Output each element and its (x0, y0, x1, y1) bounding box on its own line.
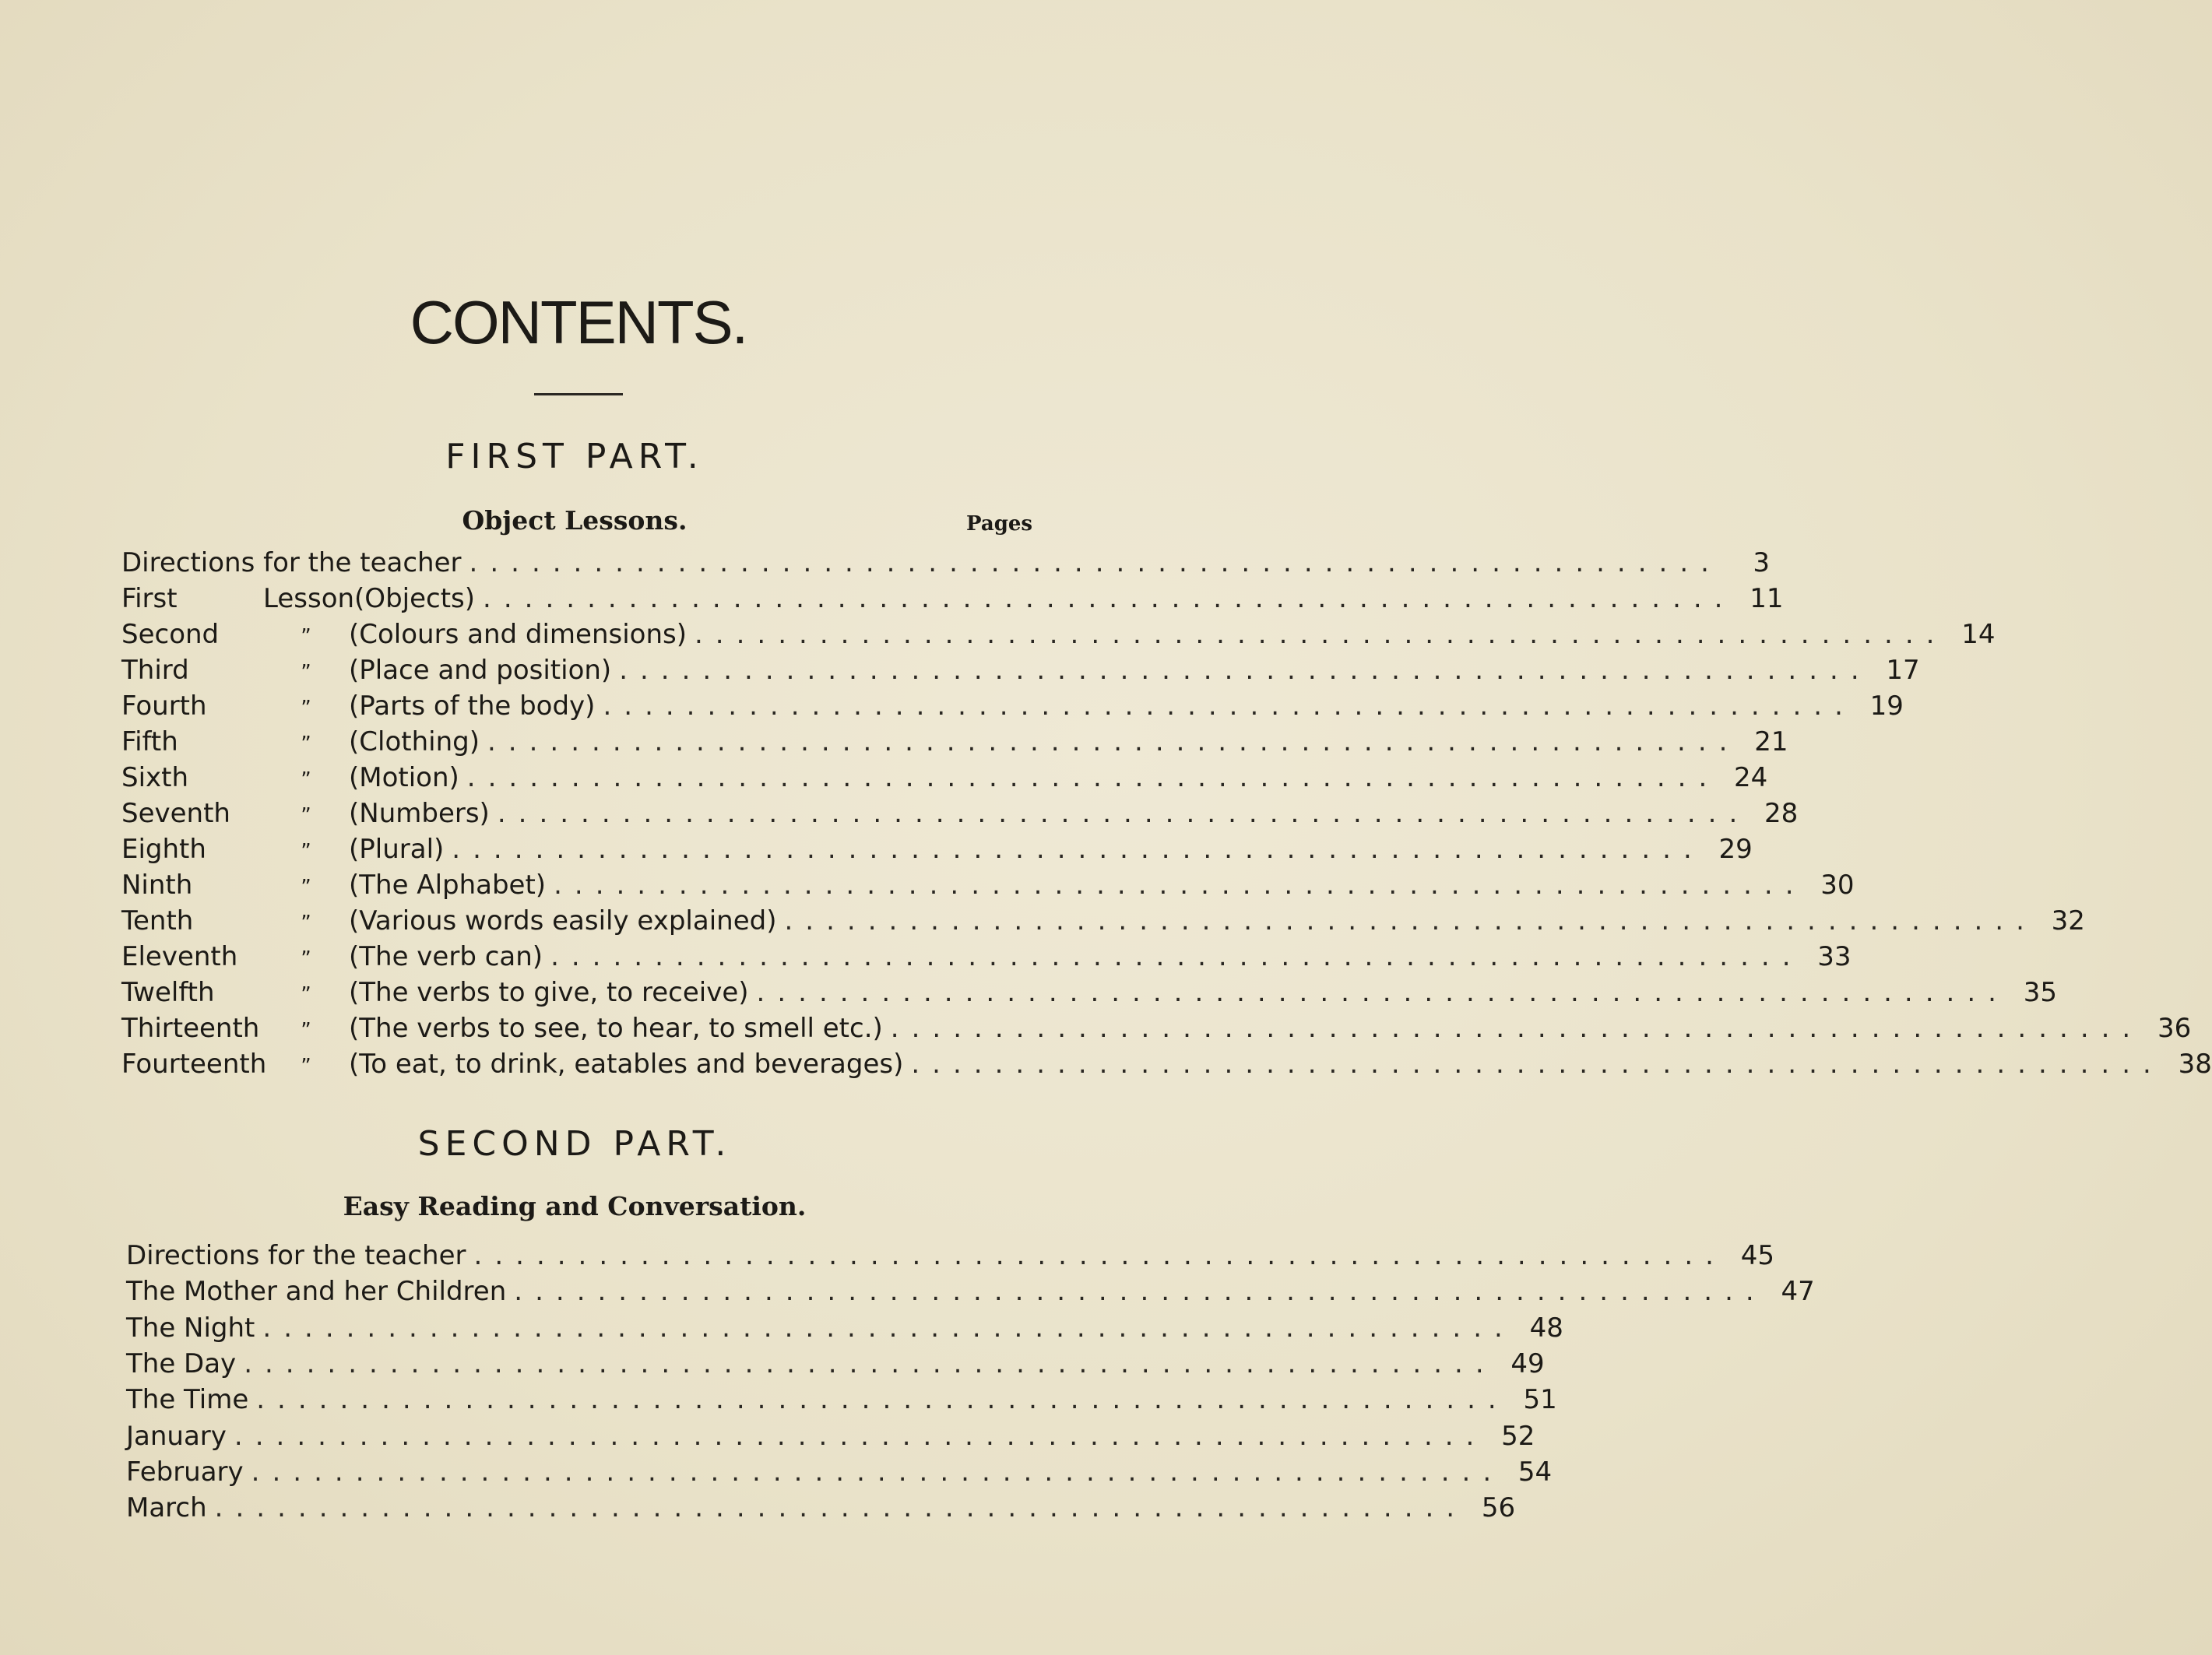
toc-entry (121, 545, 1770, 581)
lesson-ordinal: Thirteenth (121, 1013, 260, 1044)
ditto-mark: ” (301, 912, 311, 935)
page-number: 32 (2051, 905, 2085, 936)
page-number: 21 (1754, 726, 1788, 757)
page-number: 51 (1523, 1384, 1557, 1416)
toc-entry (126, 1418, 1535, 1454)
lesson-ordinal: Second (121, 619, 220, 650)
dot-leader: ............................................................ (487, 726, 1740, 757)
dot-leader: ............................................................ (469, 547, 1721, 578)
lesson-ordinal: Eleventh (121, 941, 238, 972)
toc-entry-title: March (126, 1492, 207, 1524)
toc-entry (121, 1046, 2212, 1082)
ditto-mark: ” (301, 804, 311, 828)
lesson-ordinal: Seventh (121, 798, 230, 829)
dot-leader: ............................................................ (603, 690, 1855, 722)
lesson-topic: (Clothing) (349, 726, 480, 757)
lesson-topic: (Colours and dimensions) (349, 619, 687, 650)
dot-leader: ............................................................ (550, 941, 1803, 972)
dot-leader: ............................................................ (466, 762, 1720, 793)
lesson-ordinal: Sixth (121, 762, 189, 793)
lesson-ordinal: Third (121, 655, 189, 686)
page-number: 24 (1734, 762, 1768, 793)
page-number: 38 (2178, 1049, 2212, 1080)
second-part-subheading: Easy Reading and Conversation. (343, 1191, 807, 1221)
dot-leader: ............................................................ (554, 870, 1806, 901)
page-number: 29 (1718, 834, 1753, 865)
lesson-topic: (Motion) (349, 762, 459, 793)
page-number: 48 (1529, 1312, 1563, 1344)
toc-entry-title: The Night (126, 1312, 255, 1344)
lesson-ordinal: Fourth (121, 690, 207, 722)
toc-entry-title: The Time (126, 1384, 249, 1416)
page-title: CONTENTS. (410, 288, 747, 357)
page-number: 33 (1817, 941, 1852, 972)
lesson-ordinal: First (121, 583, 178, 614)
ditto-mark: ” (301, 625, 311, 648)
toc-entry (121, 867, 1855, 903)
ditto-mark: ” (301, 876, 311, 899)
dot-leader: ............................................................ (784, 905, 2037, 936)
page-number: 28 (1764, 798, 1799, 829)
toc-entry-title: Directions for the teacher (126, 1240, 466, 1271)
second-part-heading: SECOND PART. (417, 1124, 732, 1164)
dot-leader: ............................................................ (890, 1013, 2143, 1044)
lesson-topic: (Numbers) (349, 798, 490, 829)
page-number: 11 (1750, 583, 1784, 614)
ditto-mark: ” (301, 983, 311, 1007)
dot-leader: ............................................................ (497, 798, 1750, 829)
toc-entry (126, 1238, 1774, 1274)
first-part-heading: FIRST PART. (445, 437, 704, 476)
ditto-mark: ” (301, 1019, 311, 1042)
page-number: 56 (1481, 1492, 1516, 1524)
dot-leader: ............................................................ (234, 1420, 1487, 1452)
dot-leader: ............................................................ (256, 1384, 1509, 1416)
dot-leader: ............................................................ (619, 655, 1872, 686)
dot-leader: ............................................................ (214, 1492, 1468, 1524)
dot-leader: ............................................................ (262, 1312, 1515, 1344)
ditto-mark: ” (301, 661, 311, 684)
toc-entry-title: February (126, 1456, 244, 1488)
page-number: 14 (1961, 619, 1996, 650)
toc-entry-title: Directions for the teacher (121, 547, 462, 578)
page-number: 19 (1869, 690, 1904, 722)
lesson-topic: (Various words easily explained) (349, 905, 777, 936)
page-number: 54 (1517, 1456, 1553, 1488)
lesson-topic: (Parts of the body) (349, 690, 596, 722)
first-part-subheading: Object Lessons. (462, 505, 688, 536)
page-number: 49 (1510, 1348, 1545, 1379)
ditto-mark: ” (301, 697, 311, 720)
lesson-topic: (The verb can) (349, 941, 543, 972)
dot-leader: ............................................................ (911, 1049, 2164, 1080)
lesson-topic: (To eat, to drink, eatables and beverages) (349, 1049, 904, 1080)
toc-entry (121, 939, 1852, 975)
dot-leader: ............................................................ (452, 834, 1704, 865)
toc-entry-title: The Day (126, 1348, 237, 1379)
toc-entry-title: January (126, 1420, 227, 1452)
pages-column-label: Pages (966, 512, 1033, 536)
toc-entry (126, 1454, 1553, 1490)
lesson-ordinal: Fourteenth (121, 1049, 267, 1080)
toc-entry (121, 1010, 2192, 1046)
page-number: 52 (1501, 1420, 1535, 1452)
page-number: 35 (2023, 977, 2057, 1008)
toc-entry (121, 760, 1768, 796)
lesson-word: Lesson (263, 583, 355, 614)
dot-leader: ............................................................ (514, 1276, 1767, 1308)
toc-entry (121, 831, 1753, 867)
dot-leader: ............................................................ (483, 583, 1735, 614)
page-number: 30 (1820, 870, 1855, 901)
title-rule (534, 393, 623, 395)
ditto-mark: ” (301, 768, 311, 792)
page-number: 47 (1781, 1276, 1815, 1308)
page-number: 3 (1753, 547, 1770, 578)
lesson-ordinal: Tenth (121, 905, 194, 936)
toc-entry (121, 652, 1920, 688)
toc-entry (121, 688, 1904, 724)
lesson-ordinal: Ninth (121, 870, 193, 901)
toc-entry (121, 581, 1784, 617)
dot-leader: ............................................................ (694, 619, 1947, 650)
lesson-ordinal: Fifth (121, 726, 178, 757)
lesson-topic: (The verbs to see, to hear, to smell etc.) (349, 1013, 883, 1044)
toc-entry (126, 1274, 1815, 1309)
page-number: 36 (2157, 1013, 2192, 1044)
lesson-topic: (The Alphabet) (349, 870, 547, 901)
lesson-ordinal: Twelfth (121, 977, 215, 1008)
toc-entry (126, 1346, 1545, 1382)
dot-leader: ............................................................ (473, 1240, 1726, 1271)
toc-entry (126, 1382, 1557, 1418)
dot-leader: ............................................................ (244, 1348, 1496, 1379)
toc-entry (126, 1310, 1563, 1346)
toc-entry (121, 903, 2085, 939)
page-number: 45 (1740, 1240, 1774, 1271)
toc-entry (126, 1490, 1516, 1526)
lesson-topic: (Plural) (349, 834, 445, 865)
ditto-mark: ” (301, 1055, 311, 1078)
toc-entry (121, 617, 1996, 652)
lesson-topic: (Place and position) (349, 655, 612, 686)
ditto-mark: ” (301, 840, 311, 863)
toc-entry (121, 796, 1799, 831)
dot-leader: ............................................................ (756, 977, 2009, 1008)
toc-entry (121, 975, 2057, 1010)
toc-entry (121, 724, 1788, 760)
lesson-topic: (The verbs to give, to receive) (349, 977, 749, 1008)
lesson-topic: (Objects) (354, 583, 476, 614)
ditto-mark: ” (301, 947, 311, 971)
dot-leader: ............................................................ (251, 1456, 1504, 1488)
toc-entry-title: The Mother and her Children (126, 1276, 507, 1308)
page-number: 17 (1886, 655, 1920, 686)
ditto-mark: ” (301, 733, 311, 756)
lesson-ordinal: Eighth (121, 834, 206, 865)
